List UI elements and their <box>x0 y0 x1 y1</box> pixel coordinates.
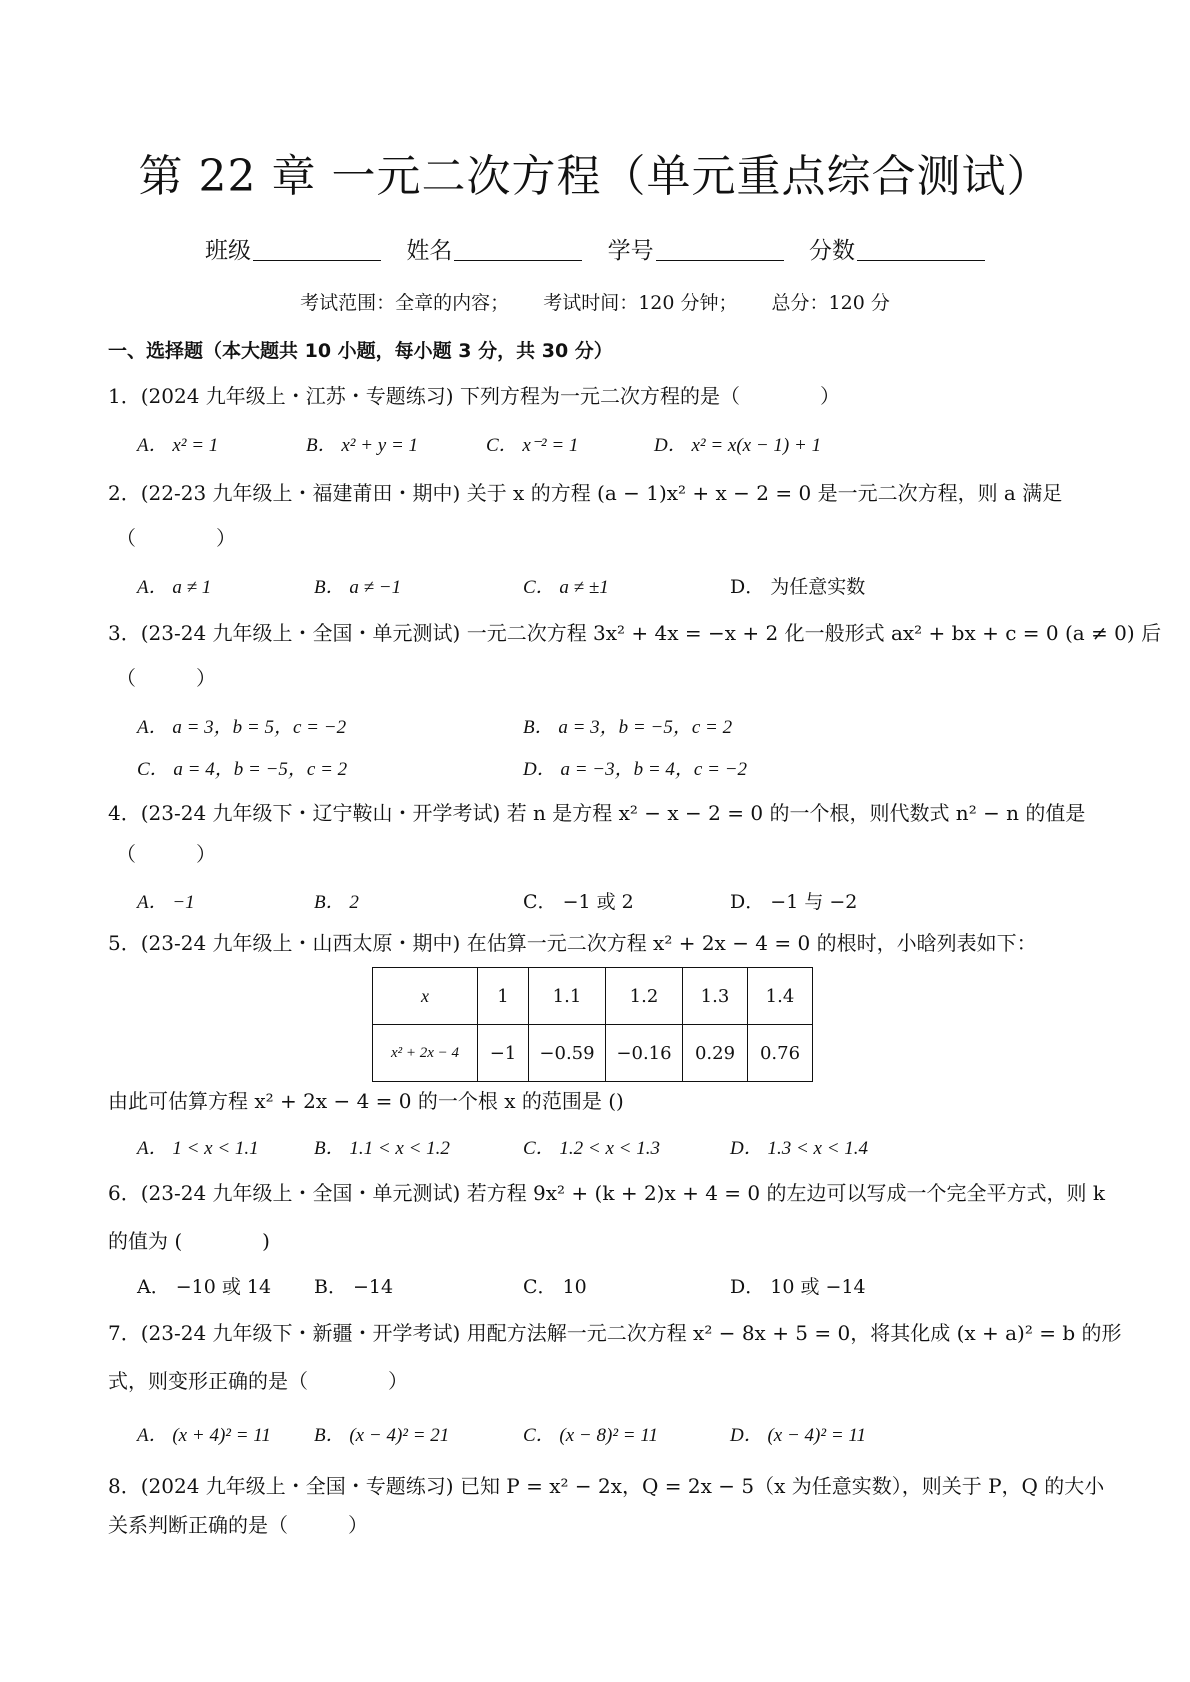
question-3-option-a: A． a = 3，b = 5，c = −2 <box>137 717 347 738</box>
question-5-option-d: D． 1.3 < x < 1.4 <box>730 1138 869 1159</box>
class-blank <box>253 260 381 261</box>
question-4-option-c: C． −1 或 2 <box>523 891 634 913</box>
table-cell: 0.76 <box>748 1025 813 1082</box>
question-5-stem: 5．(23-24 九年级上・山西太原・期中) 在估算一元二次方程 x² + 2x − 4 = 0 的根时，小晗列表如下： <box>108 931 1037 955</box>
question-2-option-d: D． 为任意实数 <box>730 576 866 598</box>
question-2-option-a: A． a ≠ 1 <box>137 577 212 598</box>
table-cell: −0.16 <box>606 1025 683 1082</box>
class-field <box>205 232 381 265</box>
question-6-option-a: A． −10 或 14 <box>137 1276 272 1298</box>
question-2-stem: 2．(22-23 九年级上・福建莆田・期中) 关于 x 的方程 (a − 1)x² + x − 2 = 0 是一元二次方程，则 a 满足 <box>108 481 1063 505</box>
question-1-option-d: D． x² = x(x − 1) + 1 <box>654 435 822 456</box>
question-1-option-c: C． x⁻² = 1 <box>486 435 579 456</box>
question-7-stem: 7．(23-24 九年级下・新疆・开学考试) 用配方法解一元二次方程 x² − 8x + 5 = 0，将其化成 (x + a)² = b 的形 <box>108 1321 1122 1345</box>
question-4-stem: 4．(23-24 九年级下・辽宁鞍山・开学考试) 若 n 是方程 x² − x − 2 = 0 的一个根，则代数式 n² − n 的值是 <box>108 801 1086 825</box>
table-cell: 1 <box>478 968 529 1025</box>
question-8-stem-continued: 关系判断正确的是（ ） <box>108 1513 368 1537</box>
question-4-option-b: B． 2 <box>314 892 359 913</box>
id-label: 学号 <box>607 238 654 264</box>
question-6-stem: 6．(23-24 九年级上・全国・单元测试) 若方程 9x² + (k + 2)x + 4 = 0 的左边可以写成一个完全平方式，则 k <box>108 1181 1105 1205</box>
question-1-stem: 1．(2024 九年级上・江苏・专题练习) 下列方程为一元二次方程的是（ ） <box>108 384 840 408</box>
question-7-stem-continued: 式，则变形正确的是（ ） <box>108 1369 408 1393</box>
exam-scope: 考试范围：全章的内容； <box>300 292 510 314</box>
question-2-answer-blank: （ ） <box>116 526 236 550</box>
table-row <box>373 968 813 1025</box>
question-3-option-d: D． a = −3，b = 4，c = −2 <box>523 759 748 780</box>
score-label: 分数 <box>808 238 855 264</box>
name-label: 姓名 <box>406 238 453 264</box>
table-cell: 1.4 <box>748 968 813 1025</box>
exam-meta <box>0 288 1190 315</box>
name-blank <box>454 260 582 261</box>
name-field <box>406 232 582 265</box>
table-cell: −1 <box>478 1025 529 1082</box>
question-6-option-d: D． 10 或 −14 <box>730 1276 866 1298</box>
question-7-option-a: A． (x + 4)² = 11 <box>137 1425 271 1446</box>
question-2-option-b: B． a ≠ −1 <box>314 577 402 598</box>
score-field <box>809 232 985 265</box>
question-4-option-d: D． −1 与 −2 <box>730 891 858 913</box>
table-cell: 1.3 <box>683 968 748 1025</box>
table-cell: 0.29 <box>683 1025 748 1082</box>
question-6-option-c: C． 10 <box>523 1276 587 1298</box>
question-1-option-a: A． x² = 1 <box>137 435 219 456</box>
question-3-option-c: C． a = 4，b = −5，c = 2 <box>137 759 348 780</box>
class-label: 班级 <box>205 238 251 264</box>
question-3-stem: 3．(23-24 九年级上・全国・单元测试) 一元二次方程 3x² + 4x = −x + 2 化一般形式 ax² + bx + c = 0 (a ≠ 0) 后 <box>108 621 1162 645</box>
table-cell: 1.1 <box>529 968 606 1025</box>
table-header-cell: x <box>373 968 478 1025</box>
table-cell: 1.2 <box>606 968 683 1025</box>
id-blank <box>656 260 784 261</box>
question-3-answer-blank: （ ） <box>116 666 216 690</box>
page-title: 第 22 章 一元二次方程（单元重点综合测试） <box>138 151 1052 202</box>
question-5-option-a: A． 1 < x < 1.1 <box>137 1138 259 1159</box>
question-8-stem: 8．(2024 九年级上・全国・专题练习) 已知 P = x² − 2x，Q = 2x − 5（x 为任意实数），则关于 P，Q 的大小 <box>108 1474 1105 1498</box>
table-header-cell: x² + 2x − 4 <box>373 1025 478 1082</box>
id-field <box>608 232 784 265</box>
estimation-table <box>372 967 813 1082</box>
question-3-option-b: B． a = 3，b = −5，c = 2 <box>523 717 733 738</box>
question-5-followup: 由此可估算方程 x² + 2x − 4 = 0 的一个根 x 的范围是 () <box>108 1089 624 1113</box>
exam-time: 考试时间：120 分钟； <box>543 292 738 314</box>
question-4-option-a: A． −1 <box>137 892 195 913</box>
question-2-option-c: C． a ≠ ±1 <box>523 577 609 598</box>
question-7-option-b: B． (x − 4)² = 21 <box>314 1425 450 1446</box>
score-blank <box>857 260 985 261</box>
question-5-option-c: C． 1.2 < x < 1.3 <box>523 1138 660 1159</box>
table-cell: −0.59 <box>529 1025 606 1082</box>
question-7-option-d: D． (x − 4)² = 11 <box>730 1425 866 1446</box>
question-4-answer-blank: （ ） <box>116 842 216 866</box>
section-title: 一、选择题（本大题共 10 小题，每小题 3 分，共 30 分） <box>108 340 613 362</box>
exam-total: 总分：120 分 <box>771 292 890 314</box>
question-6-option-b: B． −14 <box>314 1276 394 1298</box>
student-info-row <box>205 232 1003 265</box>
question-7-option-c: C． (x − 8)² = 11 <box>523 1425 658 1446</box>
question-5-option-b: B． 1.1 < x < 1.2 <box>314 1138 450 1159</box>
table-row <box>373 1025 813 1082</box>
question-6-stem-continued: 的值为 ( ) <box>108 1229 270 1253</box>
question-1-option-b: B． x² + y = 1 <box>306 435 419 456</box>
